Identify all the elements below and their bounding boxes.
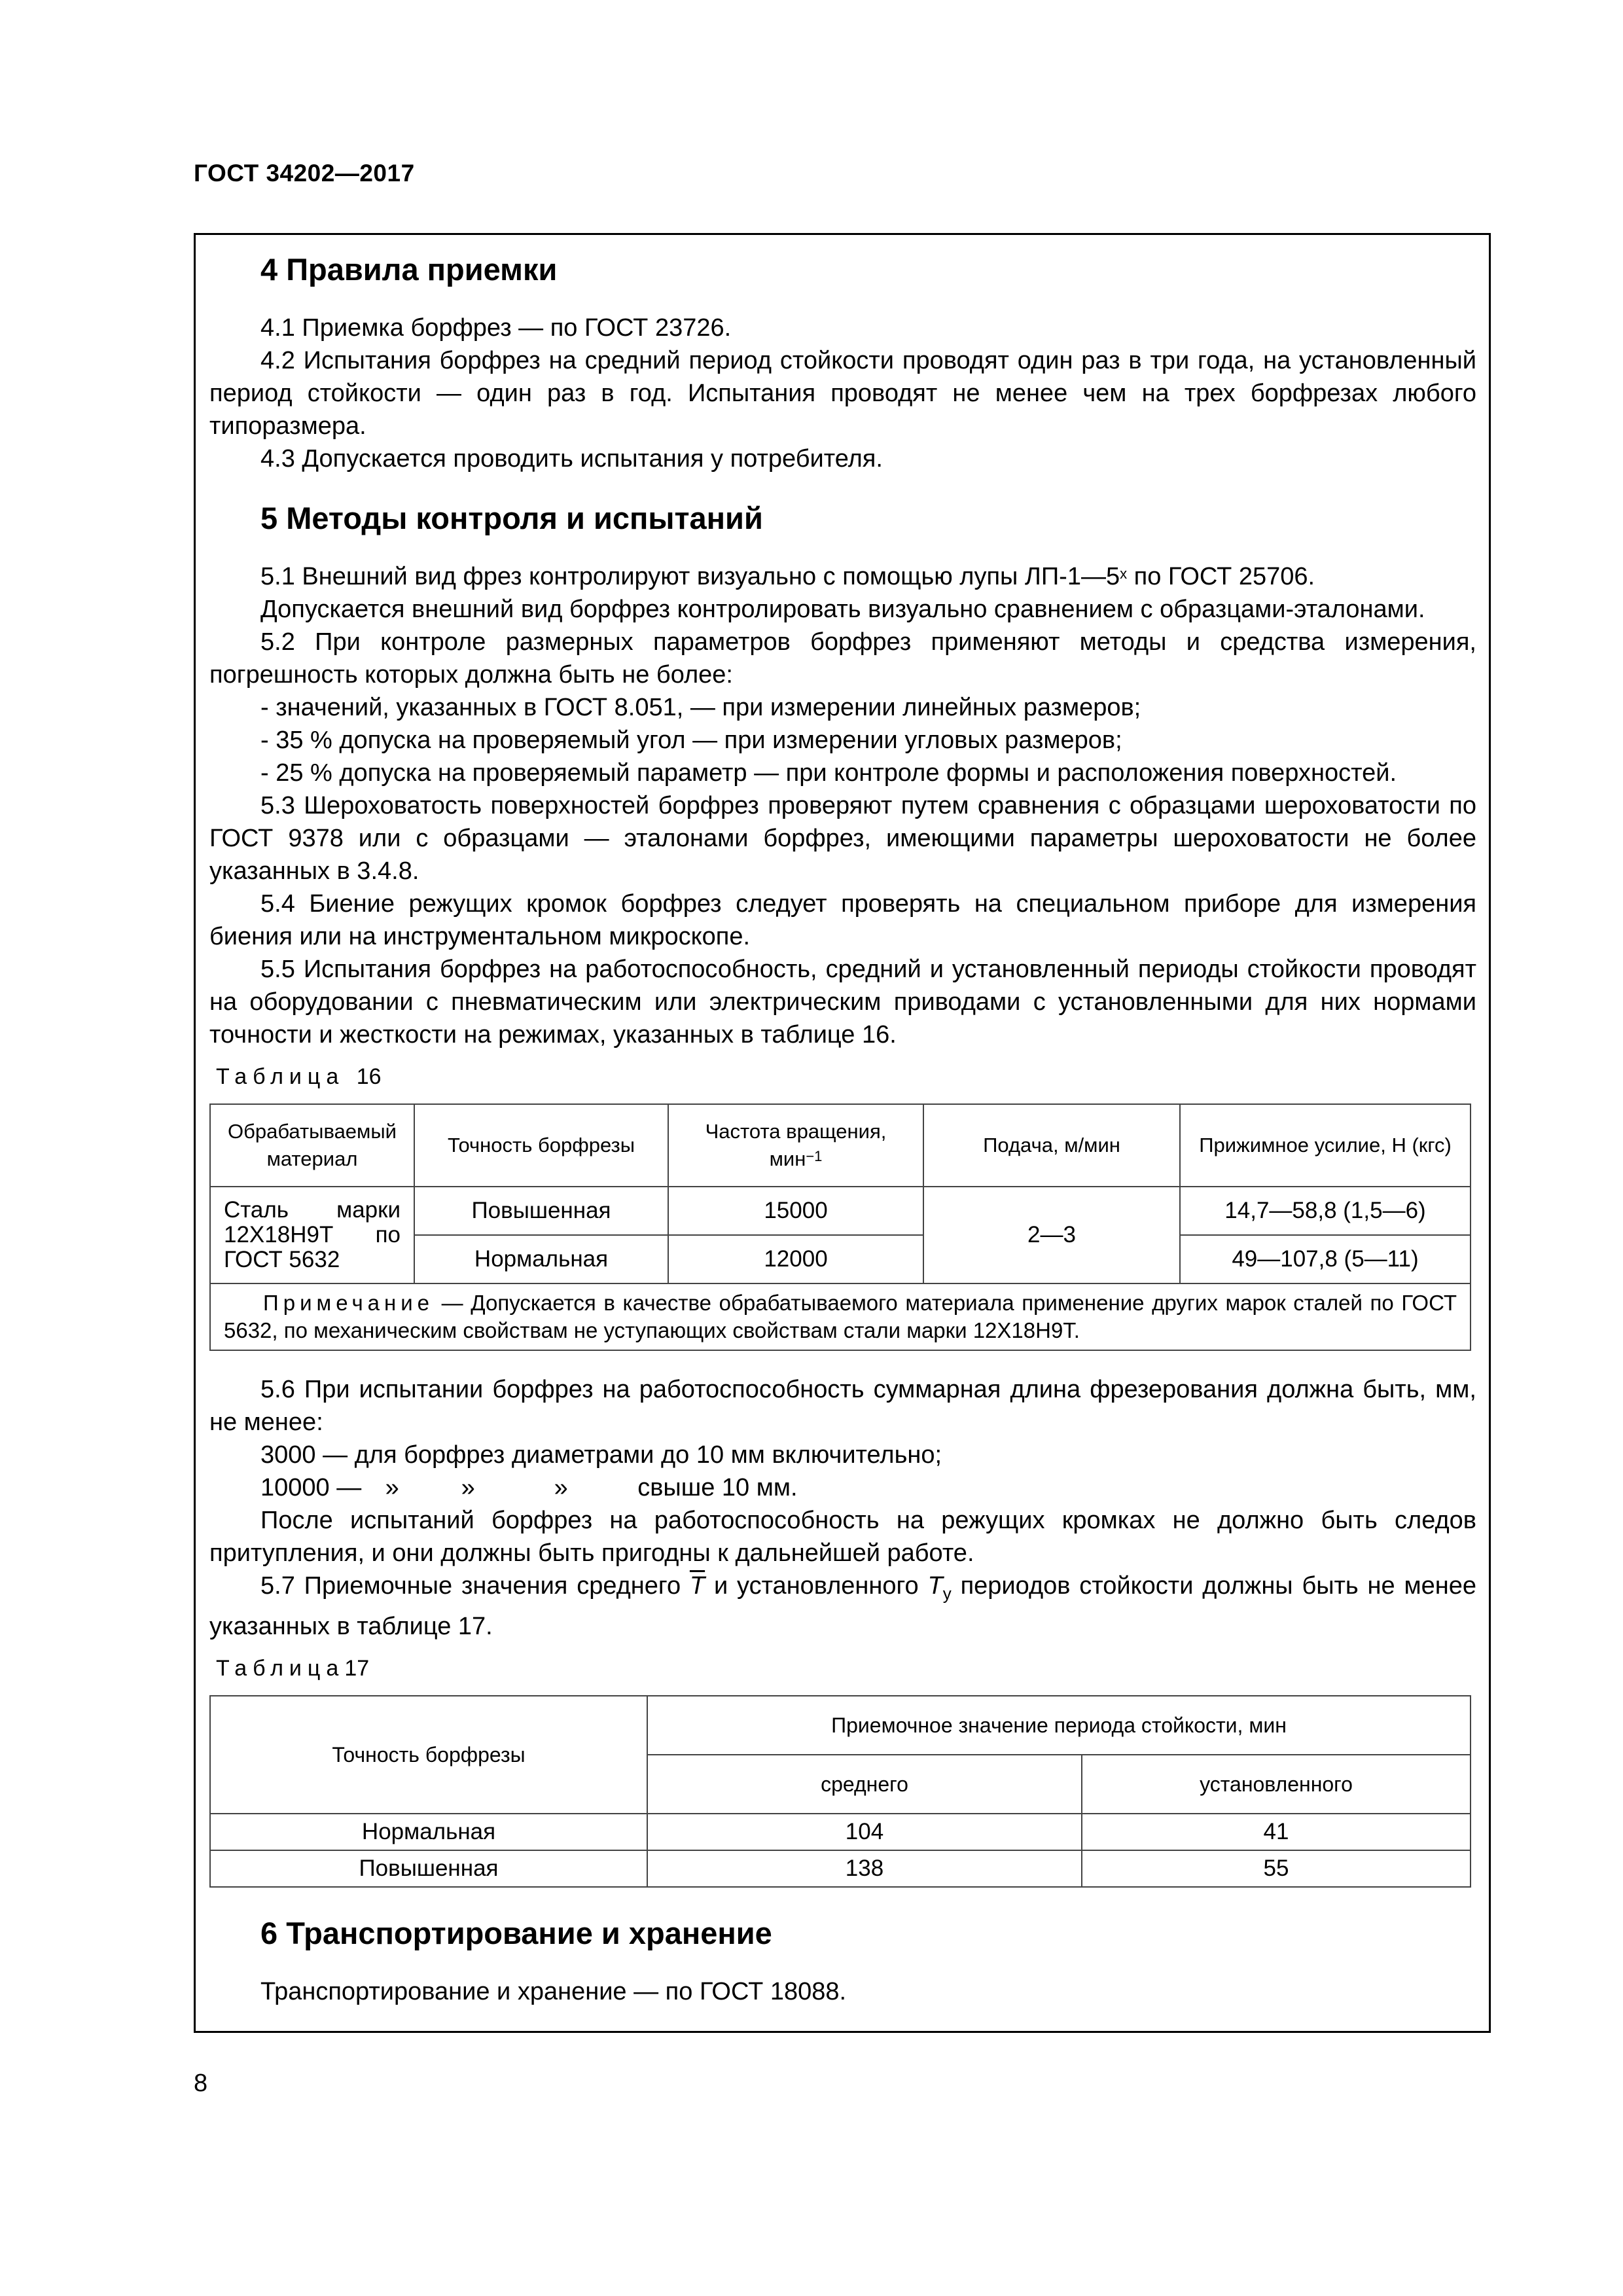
length-item-1: 3000 — для борфрез диаметрами до 10 мм включительно; (260, 1441, 942, 1469)
paragraph-5-1: 5.1 Внешний вид фрез контролируют визуально с помощью лупы $ЛП-1—5^х$ по ГОСТ 25706. (260, 563, 1315, 590)
cell-accuracy: Нормальная (210, 1814, 647, 1850)
header-material: Обрабатываемый материал (210, 1104, 414, 1187)
section-4-heading: 4 Правила приемки (260, 252, 558, 287)
cell-frequency: 12000 (668, 1235, 923, 1283)
cell-accuracy: Повышенная (210, 1850, 647, 1887)
table-note-row (210, 1283, 1471, 1350)
cell-accuracy: Повышенная (414, 1187, 668, 1235)
header-frequency: Частота вращения, мин$^{-1}$ (668, 1104, 923, 1187)
cell-mean: 104 (647, 1814, 1082, 1850)
cell-material: Сталь марки 12Х18Н9Т по ГОСТ 5632 (210, 1187, 414, 1283)
page-content (209, 242, 1476, 2008)
paragraph-4-3: 4.3 Допускается проводить испытания у потребителя. (260, 445, 883, 473)
paragraph-4-1: 4.1 Приемка борфрез — по ГОСТ 23726. (260, 314, 732, 342)
header-mean: среднего (647, 1755, 1082, 1814)
paragraph-5-1-2: Допускается внешний вид борфрез контролировать визуально сравнением с образцами-эталонами. (260, 596, 1425, 623)
paragraph-5-6-2: После испытаний борфрез на работоспособность на режущих кромках не должно быть следов притупления, и они должны быть пригодны к дальнейшей работе. (209, 1507, 1476, 1567)
cell-frequency: 15000 (668, 1187, 923, 1235)
cell-mean: 138 (647, 1850, 1082, 1887)
paragraph-4-2: 4.2 Испытания борфрез на средний период стойкости проводят один раз в три года, на установленный период стойкости — один раз в год. Испытания проводят не менее чем на трех борфрезах любого типоразмера. (209, 347, 1476, 440)
header-accuracy: Точность борфрезы (414, 1104, 668, 1187)
header-feed: Подача, м/мин (923, 1104, 1180, 1187)
paragraph-5-4: 5.4 Биение режущих кромок борфрез следует проверять на специальном приборе для измерения биения или на инструментальном микроскопе. (209, 890, 1476, 950)
paragraph-5-6: 5.6 При испытании борфрез на работоспособность суммарная длина фрезерования должна быть, мм, не менее: (209, 1376, 1476, 1436)
table-row (210, 1187, 1471, 1235)
cell-force: 49—107,8 (5—11) (1180, 1235, 1471, 1283)
length-item-2: 10000 — » » » свыше 10 мм. (260, 1474, 798, 1501)
table-row (210, 1814, 1471, 1850)
cell-set: 55 (1082, 1850, 1471, 1887)
table-row (210, 1850, 1471, 1887)
cell-set: 41 (1082, 1814, 1471, 1850)
cell-feed: 2—3 (923, 1187, 1180, 1283)
section-6-heading: 6 Транспортирование и хранение (260, 1915, 772, 1950)
paragraph-5-7: 5.7 Приемочные значения среднего $\overline{T}$ и установленного $T_у$ периодов стойкости должны быть не менее указанных в таблице 17. (209, 1572, 1477, 1640)
table-17-caption: Таблица17 (216, 1655, 370, 1681)
header-accuracy: Точность борфрезы (210, 1696, 647, 1814)
paragraph-6: Транспортирование и хранение — по ГОСТ 18088. (260, 1977, 847, 2005)
table-header-row (210, 1696, 1471, 1755)
section-5-heading: 5 Методы контроля и испытаний (260, 501, 763, 535)
list-item-angular: - 35 % допуска на проверяемый угол — при измерении угловых размеров; (260, 726, 1122, 754)
table-header-row (210, 1104, 1471, 1187)
table-16 (209, 1103, 1471, 1351)
list-item-form: - 25 % допуска на проверяемый параметр — при контроле формы и расположения поверхностей. (260, 759, 1397, 787)
cell-force: 14,7—58,8 (1,5—6) (1180, 1187, 1471, 1235)
table-note: Примечание — Допускается в качестве обрабатываемого материала применение других марок сталей по ГОСТ 5632, по механическим свойствам не уступающих свойствам стали марки 12Х18Н9Т. (210, 1283, 1471, 1350)
table-17 (209, 1695, 1471, 1888)
header-force: Прижимное усилие, Н (кгс) (1180, 1104, 1471, 1187)
list-item-linear: - значений, указанных в ГОСТ 8.051, — при измерении линейных размеров; (260, 694, 1141, 721)
paragraph-5-3: 5.3 Шероховатость поверхностей борфрез проверяют путем сравнения с образцами шероховатости по ГОСТ 9378 или с образцами — эталонами борфрез, имеющими параметры шероховатости не более указанных в 3.4.8. (209, 792, 1476, 885)
header-set: установленного (1082, 1755, 1471, 1814)
cell-accuracy: Нормальная (414, 1235, 668, 1283)
document-title: ГОСТ 34202—2017 (194, 160, 415, 187)
table-16-caption: Таблица 16 (216, 1064, 382, 1089)
header-period: Приемочное значение периода стойкости, мин (647, 1696, 1471, 1755)
paragraph-5-2: 5.2 При контроле размерных параметров борфрез применяют методы и средства измерения, погрешность которых должна быть не более: (209, 628, 1476, 689)
paragraph-5-5: 5.5 Испытания борфрез на работоспособность, средний и установленный периоды стойкости проводят на оборудовании с пневматическим или электрическим приводами с установленными для них нормами точности и жесткости на режимах, указанных в таблице 16. (209, 956, 1476, 1049)
page-number: 8 (194, 2070, 208, 2097)
